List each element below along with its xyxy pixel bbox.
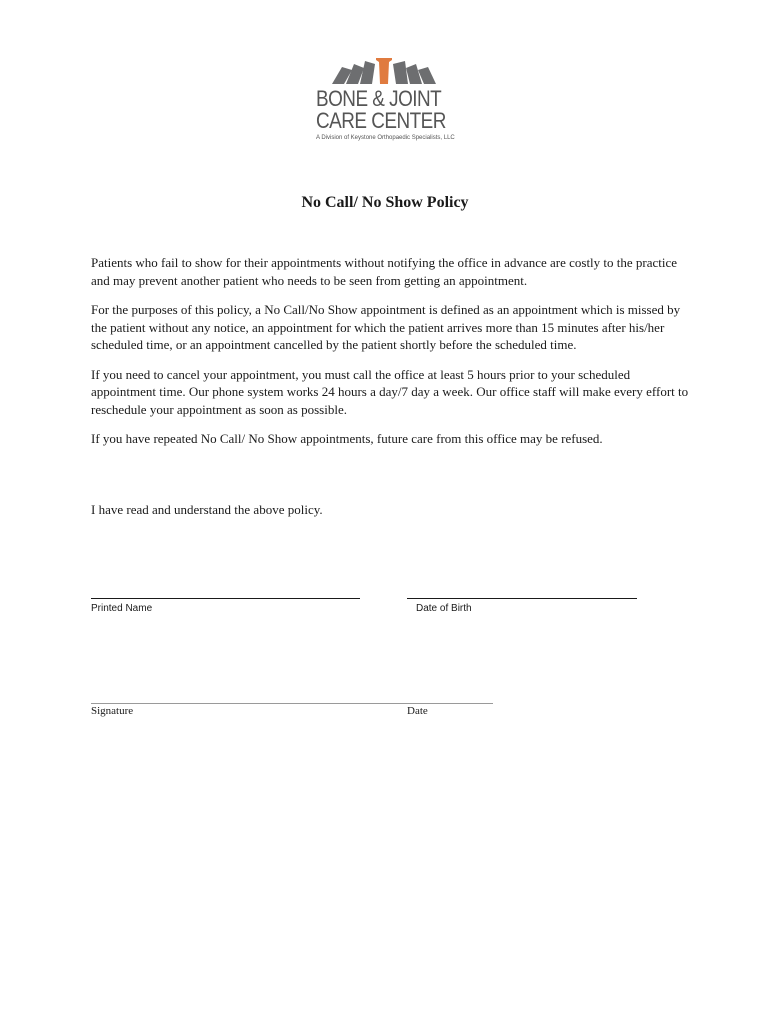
printed-name-label: Printed Name — [91, 603, 153, 614]
policy-body — [91, 254, 691, 460]
date-of-birth-line[interactable] — [407, 598, 637, 599]
policy-paragraph: Patients who fail to show for their appointments without notifying the office in advance are costly to the practice and may prevent another patient who needs to be seen from getting an appointment. — [91, 255, 678, 288]
acknowledgement-statement: I have read and understand the above policy. — [91, 502, 323, 517]
logo-tagline: A Division of Keystone Orthopaedic Specialists, LLC — [316, 135, 455, 141]
bone-joint-care-center-logo — [310, 56, 460, 148]
policy-paragraph: If you need to cancel your appointment, you must call the office at least 5 hours prior to your scheduled appointment time. Our phone system works 24 hours a day/7 day a week. Our office staff will make every effort to reschedule your appointment as soon as possible. — [91, 366, 689, 417]
policy-paragraph: If you have repeated No Call/ No Show appointments, future care from this office may be refused. — [91, 431, 603, 446]
date-label: Date — [407, 705, 428, 717]
keystone-arch-logo-icon — [326, 56, 444, 86]
signature-date-line[interactable] — [91, 703, 493, 704]
logo-text-line2: CARE CENTER — [316, 108, 446, 133]
printed-name-line[interactable] — [91, 598, 360, 599]
document-title: No Call/ No Show Policy — [301, 194, 469, 211]
logo-text-line1: BONE & JOINT — [316, 86, 442, 111]
date-of-birth-label: Date of Birth — [416, 603, 472, 614]
policy-paragraph: For the purposes of this policy, a No Call/No Show appointment is defined as an appointment which is missed by the patient without any notice, an appointment for which the patient arrives more than 15 minutes after his/her scheduled time, or an appointment cancelled by the patient shortly before the scheduled time. — [91, 302, 681, 352]
signature-label: Signature — [91, 705, 134, 717]
